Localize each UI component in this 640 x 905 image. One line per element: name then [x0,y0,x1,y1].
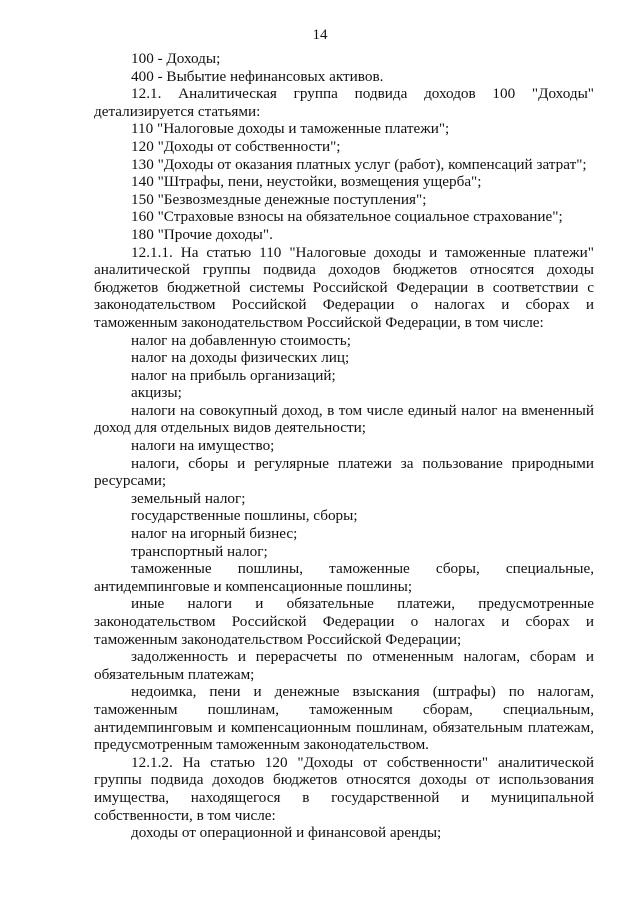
paragraph: 100 - Доходы; [131,50,221,67]
paragraph: доходы от операционной и финансовой аренды; [131,824,442,842]
page-number: 14 [312,27,328,43]
paragraph: налог на добавленную стоимость; [131,331,351,349]
paragraph: 130 "Доходы от оказания платных услуг (работ), компенсаций затрат"; [131,155,587,173]
paragraph: 12.1.2. На статью 120 "Доходы от собственности" аналитической группы подвида доходов бюджетов относятся доходы от использования имущества, находящегося в государственной и муниципальной собственности, в том числе: [94,753,594,824]
paragraph: государственные пошлины, сборы; [131,507,358,525]
paragraph: налог на игорный бизнес; [131,525,298,543]
paragraph: 120 "Доходы от собственности"; [131,137,341,155]
paragraph: 160 "Страховые взносы на обязательное социальное страхование"; [131,208,563,226]
paragraph: недоимка, пени и денежные взыскания (штрафы) по налогам, таможенным пошлинам, таможенным сборам, специальным, антидемпинговым и компенсационным пошлинам, обязательным платежам, предусмотренным таможенным законодательством. [94,683,594,754]
paragraph: иные налоги и обязательные платежи, предусмотренные законодательством Российской Федерации о налогах и сборах и таможенным законодательством Российской Федерации; [94,595,594,648]
paragraph: 140 "Штрафы, пени, неустойки, возмещения ущерба"; [131,173,482,191]
paragraph: налоги, сборы и регулярные платежи за пользование природными ресурсами; [94,454,594,490]
paragraph: 110 "Налоговые доходы и таможенные платежи"; [131,120,450,138]
paragraph: земельный налог; [131,489,246,507]
paragraph: налог на прибыль организаций; [131,366,336,384]
paragraph: 400 - Выбытие нефинансовых активов. [131,67,384,85]
paragraph: 150 "Безвозмездные денежные поступления"; [131,190,427,208]
paragraph: таможенные пошлины, таможенные сборы, специальные, антидемпинговые и компенсационные пошлины; [94,560,594,595]
paragraph: акцизы; [131,384,182,402]
paragraph: 12.1.1. На статью 110 "Налоговые доходы и таможенные платежи" аналитической группы подвида доходов бюджетов относятся доходы бюджетов бюджетной системы Российской Федерации в соответствии с законодательством Российской Федерации о налогах и сборах и таможенным законодательством Российской Федерации, в том числе: [94,243,594,331]
paragraph: налоги на совокупный доход, в том числе единый налог на вмененный доход для отдельных видов деятельности; [94,401,594,437]
paragraph: 180 "Прочие доходы". [131,225,273,243]
paragraph: налог на доходы физических лиц; [131,349,350,367]
paragraph: транспортный налог; [131,542,268,560]
paragraph: задолженность и перерасчеты по отмененным налогам, сборам и обязательным платежам; [94,648,594,683]
document-body [94,50,594,842]
paragraph: 12.1. Аналитическая группа подвида доходов 100 "Доходы" детализируется статьями: [94,85,594,120]
paragraph: налоги на имущество; [131,437,275,455]
